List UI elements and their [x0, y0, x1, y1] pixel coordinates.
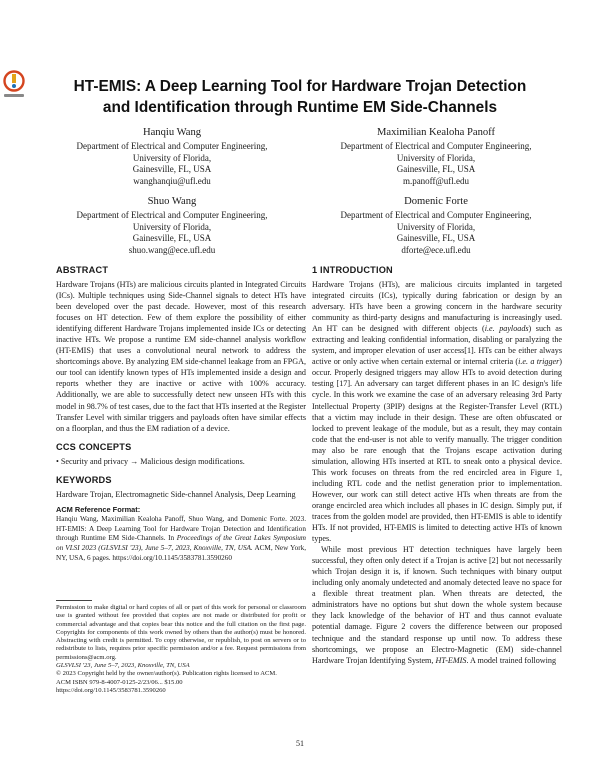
author-city: Gainesville, FL, USA [132, 233, 212, 244]
author-block-3 [32, 195, 312, 256]
author-name: Hanqiu Wang [142, 127, 202, 138]
author-dept: Department of Electrical and Computer Engineering, [76, 210, 268, 220]
author-email[interactable]: m.panoff@ufl.edu [402, 175, 470, 186]
conference-line: GLSVLSI '23, June 5–7, 2023, Knoxville, TN, USA [56, 662, 190, 670]
acm-reference-heading: ACM Reference Format: [56, 504, 141, 514]
author-email[interactable]: wanghanqiu@ufl.edu [133, 175, 211, 186]
check-for-updates-icon[interactable] [2, 70, 26, 100]
badge-label-bar [4, 94, 24, 97]
author-univ: University of Florida, [396, 221, 476, 232]
ccs-heading: CCS CONCEPTS [56, 441, 132, 452]
acm-reference [56, 505, 306, 564]
isbn-line: ACM ISBN 979-8-4007-0125-2/23/06... $15.00 [56, 678, 183, 686]
left-column [56, 264, 306, 564]
author-univ: University of Florida, [132, 152, 212, 163]
title-line-1: HT-EMIS: A Deep Learning Tool for Hardware Trojan Detection [73, 78, 527, 95]
author-name: Domenic Forte [404, 196, 468, 207]
keywords-text: Hardware Trojan, Electromagnetic Side-channel Analysis, Deep Learning [56, 489, 296, 499]
page-number: 51 [296, 739, 304, 748]
author-name: Shuo Wang [147, 196, 197, 207]
author-name: Maximilian Kealoha Panoff [376, 127, 496, 138]
right-column [312, 264, 562, 666]
keywords-heading: KEYWORDS [56, 474, 112, 485]
author-block-4 [296, 195, 576, 256]
permission-block [56, 604, 306, 695]
copyright-line: © 2023 Copyright held by the owner/author(s). Publication rights licensed to ACM. [56, 670, 277, 678]
author-email[interactable]: shuo.wang@ece.ufl.edu [128, 244, 216, 255]
intro-paragraph-1: Hardware Trojans (HTs), are malicious circuits implanted in targeted integrated circuits (ICs), typically during fabrication or design by an adversary. HTs have been a growing concern in the hardware security community as third-party designs and manufacturing is increasingly used. An HT can be designed with different objects (i.e. payloads) such as extracting and leaking confidential information, disabling or paralyzing the system, and improper elevation of user access[1]. HTs can be either always active or only active when certain external or internal criteria (i.e. a trigger) occur. Properly designed triggers may allow HTs to avoid detection during testing [17]. An adversary can target different phases in an IC design's life cycle. In this work we examine the case of an adversary releasing 3rd Party Intellectual Property (3PIP) designs at the Register-Transfer Level (RTL) that a victim may include in their design. These are often obfuscated or locked to prevent leakage of the module, but as a result, they may contain code that the end-user is not able to verify manually. The trigger condition may also be rare enough that the Trojans escape activation during simulation, allowing HTs inserted at RTL to sneak onto a physical device. This work focuses on threats from the red encircled area in Figure 1, including RTL code and the netlist generation prior to implementation. However, our work can still detect active HTs when threats are from the orange encircled area which includes all phases in IC design. Simply put, if traces from the golden model are provided, then HT-EMIS is able to identify HTs. If not provided, HT-EMIS is limited to detecting active HTs of known types. [312, 280, 562, 544]
paper-title [40, 76, 560, 118]
abstract-heading: ABSTRACT [56, 265, 109, 275]
abstract-text: Hardware Trojans (HTs) are malicious circuits planted in Integrated Circuits (ICs). Multiple techniques using Side-Channel signals to detect HTs have been developed over the past decade. However, most of this research focuses on HT detection. Few of them explore the possibility of either identifying different Hardware Trojans implemented inside ICs or detecting inactive HTs. We propose a runtime EM side-channel analysis workflow (HT-EMIS) that uses a convolutional neural network to address the shortcomings above. By analyzing EM side-channel leakage from an FPGA, our tool can identify known types of HTs implemented inside a design and reports whether they are inactive or active with 100% accuracy. Additionally, we are able to successfully detect new unseen HTs with this model in 98.7% of test cases, due to the fact that HTs inserted at the Register Transfer Level with similar triggers and payloads often have similar effects on a floorplan, and thus the EM radiation of a device. [56, 280, 306, 433]
author-dept: Department of Electrical and Computer Engineering, [340, 141, 532, 151]
intro-paragraph-2: While most previous HT detection techniques have largely been successful, they often only detect if a Trojan is active [2] but not necessarily which Trojan design it is, if known. Such techniques with binary output including only anomaly undetected and anomaly detected leave no space for a flexible threat treatment plan. When threats are detected, the administrators have no options but shut down the whole system because they lack knowledge of the behavior of HT and thus cannot evaluate potential damage. Figure 2 covers the difference between our proposed technique and the standard response up until now. To address these shortcomings, we propose an Electro-Magnetic (EM) side-channel Hardware Trojan Identifying System, HT-EMIS. A model trained following [312, 545, 562, 665]
author-email[interactable]: dforte@ece.ufl.edu [401, 244, 471, 255]
author-city: Gainesville, FL, USA [396, 233, 476, 244]
author-city: Gainesville, FL, USA [132, 164, 212, 175]
permission-text: Permission to make digital or hard copies of all or part of this work for personal or classroom use is granted without fee provided that copies are not made or distributed for profit or commercial advantage and that copies bear this notice and the full citation on the first page. Copyrights for components of this work owned by others than the author(s) must be honored. Abstracting with credit is permitted. To copy otherwise, or republish, to post on servers or to redistribute to lists, requires prior specific permission and/or a fee. Request permissions from permissions@acm.org. [56, 604, 306, 661]
acm-reference-text: Hanqiu Wang, Maximilian Kealoha Panoff, Shuo Wang, and Domenic Forte. 2023. HT-EMIS: A Deep Learning Tool for Hardware Trojan Detection and Identification through Runtime EM Side-Channels. In Proceedings of the Great Lakes Symposium on VLSI 2023 (GLSVLSI '23), June 5–7, 2023, Knoxville, TN, USA. ACM, New York, NY, USA, 6 pages. https://doi.org/10.1145/3583781.3590260 [56, 514, 306, 562]
doi-link[interactable]: https://doi.org/10.1145/3583781.3590260 [56, 686, 166, 694]
author-dept: Department of Electrical and Computer Engineering, [340, 210, 532, 220]
introduction-heading: 1 INTRODUCTION [312, 265, 393, 275]
badge-bar [12, 74, 16, 83]
footnote-divider [56, 600, 92, 601]
title-line-2: and Identification through Runtime EM Side-Channels [102, 99, 498, 116]
author-block-2 [296, 126, 576, 187]
author-univ: University of Florida, [396, 152, 476, 163]
badge-dot [12, 84, 16, 88]
author-univ: University of Florida, [132, 221, 212, 232]
author-city: Gainesville, FL, USA [396, 164, 476, 175]
author-dept: Department of Electrical and Computer Engineering, [76, 141, 268, 151]
ccs-text: • Security and privacy → Malicious design modifications. [56, 456, 245, 466]
author-block-1 [32, 126, 312, 187]
